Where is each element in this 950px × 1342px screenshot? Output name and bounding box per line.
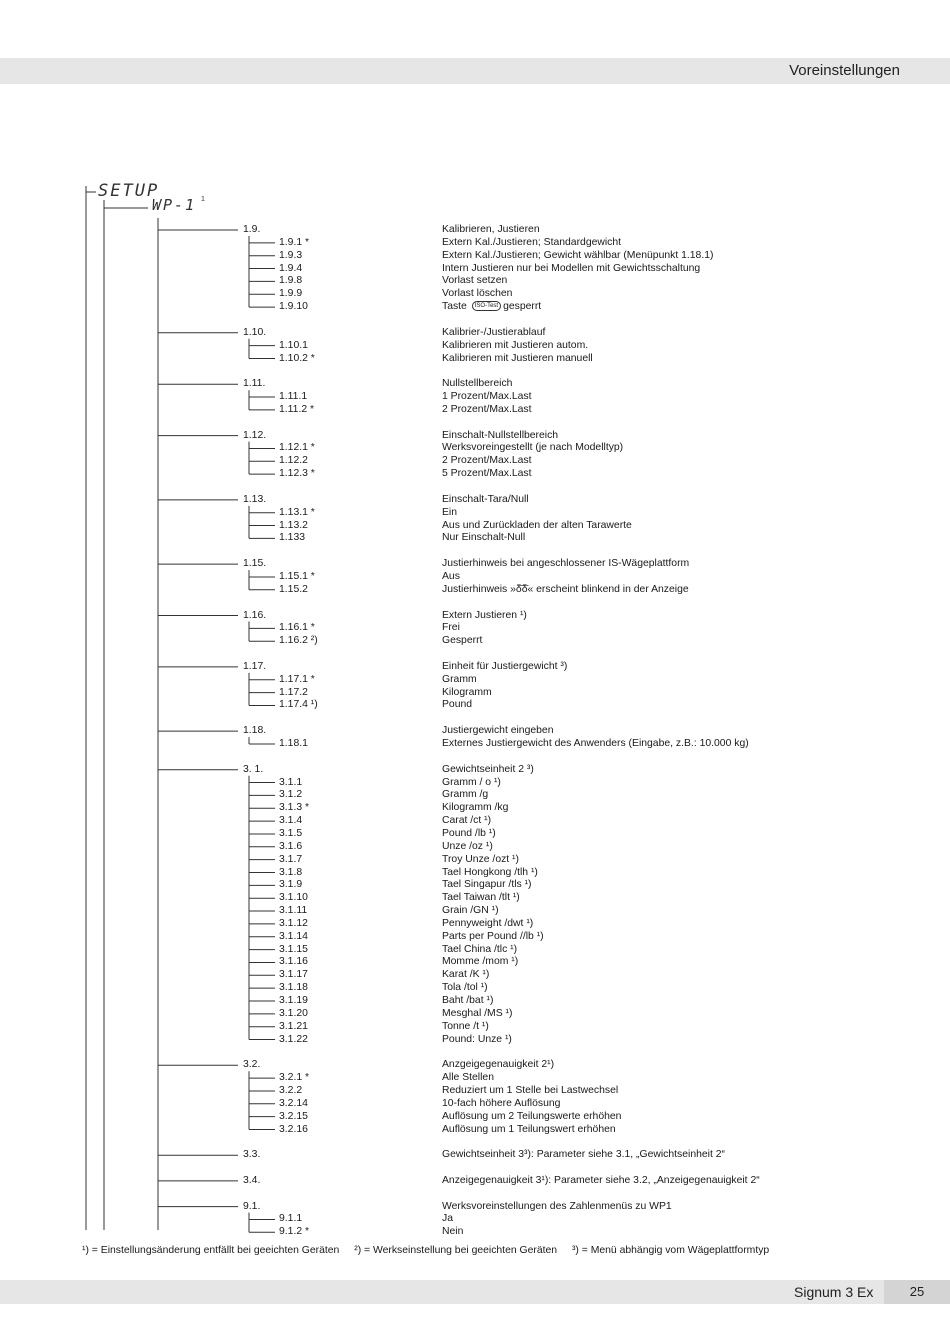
submenu-item-code: 3.2.15 bbox=[279, 1110, 308, 1122]
submenu-item-code: 1.9.8 bbox=[279, 275, 303, 287]
submenu-item-code: 1.10.2 * bbox=[279, 352, 315, 364]
submenu-item-description: Parts per Pound //lb ¹) bbox=[442, 930, 544, 942]
submenu-item-code: 3.2.2 bbox=[279, 1084, 303, 1096]
submenu-item-code: 3.1.5 bbox=[279, 827, 303, 839]
submenu-item-code: 3.1.21 bbox=[279, 1020, 308, 1032]
menu-item-code: 1.18. bbox=[243, 725, 267, 737]
submenu-item-description: Externes Justiergewicht des Anwenders (Eingabe, z.B.: 10.000 kg) bbox=[442, 738, 749, 749]
submenu-item-description: Tola /tol ¹) bbox=[442, 982, 488, 994]
menu-item-code: 1.17. bbox=[243, 660, 267, 672]
menu-item-code: 3.4. bbox=[243, 1174, 261, 1186]
submenu-item-description: 10-fach höhere Auflösung bbox=[442, 1097, 561, 1109]
submenu-item-description: Auflösung um 1 Teilungswert erhöhen bbox=[442, 1123, 616, 1135]
submenu-item-description: Kilogramm /kg bbox=[442, 802, 509, 814]
submenu-item-code: 3.1.10 bbox=[279, 892, 308, 904]
menu-item-code: 1.9. bbox=[243, 224, 261, 235]
submenu-item-code: 3.1.4 bbox=[279, 815, 303, 827]
submenu-item-description: Karat /K ¹) bbox=[442, 969, 490, 981]
submenu-item-description: Pennyweight /dwt ¹) bbox=[442, 917, 534, 929]
menu-item-description: Extern Justieren ¹) bbox=[442, 609, 527, 621]
submenu-item-code: 1.9.1 * bbox=[279, 236, 310, 248]
submenu-item-description: Reduziert um 1 Stelle bei Lastwechsel bbox=[442, 1084, 619, 1096]
submenu-item-description: Troy Unze /ozt ¹) bbox=[442, 853, 519, 865]
footnotes bbox=[82, 1245, 781, 1256]
menu-item-description: Kalibrier-/Justierablauf bbox=[442, 326, 546, 338]
submenu-item-description-suffix: gesperrt bbox=[503, 301, 542, 313]
submenu-item-description: Tonne /t ¹) bbox=[442, 1020, 489, 1032]
submenu-item-code: 1.9.10 bbox=[279, 301, 308, 313]
submenu-item-description: 5 Prozent/Max.Last bbox=[442, 468, 532, 480]
submenu-item-code: 3.1.16 bbox=[279, 956, 308, 968]
submenu-item-code: 1.18.1 bbox=[279, 738, 308, 749]
wp1-footnote-marker: 1 bbox=[201, 196, 205, 203]
setup-display-label: SETUP bbox=[98, 181, 160, 201]
menu-item-description: Kalibrieren, Justieren bbox=[442, 224, 540, 235]
menu-item-code: 1.13. bbox=[243, 493, 267, 505]
submenu-item-code: 1.13.1 * bbox=[279, 506, 315, 518]
submenu-item-description: Alle Stellen bbox=[442, 1072, 494, 1084]
submenu-item-code: 3.1.14 bbox=[279, 930, 308, 942]
submenu-item-description: Kilogramm bbox=[442, 686, 492, 698]
submenu-item-description: Gramm bbox=[442, 673, 477, 685]
menu-item-description: Einschalt-Nullstellbereich bbox=[442, 429, 559, 441]
submenu-item-description: Pound bbox=[442, 699, 473, 711]
submenu-item-code: 3.1.9 bbox=[279, 879, 303, 891]
footnote-2: ²) = Werkseinstellung bei geeichten Geräten bbox=[354, 1245, 558, 1256]
submenu-item-code: 3.2.14 bbox=[279, 1097, 308, 1109]
submenu-item-code: 3.1.1 bbox=[279, 776, 303, 788]
submenu-item-description: Taste ISO-Test gesperrt bbox=[442, 301, 542, 313]
submenu-item-code: 1.16.2 ²) bbox=[279, 635, 318, 647]
menu-item-description: Anzeigegenauigkeit 3¹): Parameter siehe 3.2, „Anzeigegenauigkeit 2“ bbox=[442, 1174, 760, 1186]
menu-item-code: 1.12. bbox=[243, 429, 267, 441]
menu-item-description: Einheit für Justiergewicht ³) bbox=[442, 660, 568, 672]
submenu-item-code: 3.2.16 bbox=[279, 1123, 308, 1135]
submenu-item-code: 3.1.17 bbox=[279, 969, 308, 981]
submenu-item-description: Vorlast löschen bbox=[442, 288, 513, 300]
submenu-item-description: Frei bbox=[442, 622, 460, 634]
menu-item-code: 9.1. bbox=[243, 1200, 261, 1212]
submenu-item-description: Tael Hongkong /tlh ¹) bbox=[442, 866, 538, 878]
submenu-item-description: Tael Taiwan /tlt ¹) bbox=[442, 892, 520, 904]
submenu-item-description: Vorlast setzen bbox=[442, 275, 508, 287]
page-number: 25 bbox=[884, 1280, 950, 1304]
submenu-item-code: 3.2.1 * bbox=[279, 1072, 310, 1084]
menu-item-description: Nullstellbereich bbox=[442, 378, 513, 390]
submenu-item-description: Intern Justieren nur bei Modellen mit Gewichtsschaltung bbox=[442, 262, 701, 274]
submenu-item-code: 1.12.2 bbox=[279, 455, 308, 467]
submenu-item-description: Pound /lb ¹) bbox=[442, 827, 496, 839]
submenu-item-description: Tael China /tlc ¹) bbox=[442, 943, 518, 955]
menu-item-description: Justierhinweis bei angeschlossener IS-Wägeplattform bbox=[442, 558, 690, 570]
submenu-item-description: Gesperrt bbox=[442, 635, 483, 647]
footnote-1: ¹) = Einstellungsänderung entfällt bei geeichten Geräten bbox=[82, 1245, 340, 1256]
menu-item-description: Einschalt-Tara/Null bbox=[442, 493, 529, 505]
menu-item-code: 3.2. bbox=[243, 1059, 261, 1071]
submenu-item-description: Pound: Unze ¹) bbox=[442, 1033, 512, 1045]
submenu-item-code: 3.1.2 bbox=[279, 789, 303, 801]
submenu-item-description: Auflösung um 2 Teilungswerte erhöhen bbox=[442, 1110, 622, 1122]
submenu-item-code: 1.9.3 bbox=[279, 249, 303, 261]
submenu-item-description: Extern Kal./Justieren; Gewicht wählbar (Menüpunkt 1.18.1) bbox=[442, 249, 714, 261]
submenu-item-description: Nein bbox=[442, 1226, 464, 1238]
menu-item-code: 1.16. bbox=[243, 609, 267, 621]
submenu-item-code: 3.1.3 * bbox=[279, 802, 310, 814]
submenu-item-description: Gramm / o ¹) bbox=[442, 776, 501, 788]
submenu-item-code: 1.12.1 * bbox=[279, 442, 315, 454]
submenu-item-description: 1 Prozent/Max.Last bbox=[442, 391, 532, 403]
submenu-item-code: 3.1.22 bbox=[279, 1033, 308, 1045]
page-section-title: Voreinstellungen bbox=[789, 62, 900, 79]
submenu-item-code: 1.17.1 * bbox=[279, 673, 315, 685]
submenu-item-code: 9.1.2 * bbox=[279, 1226, 310, 1238]
submenu-item-code: 3.1.18 bbox=[279, 982, 308, 994]
menu-item-code: 1.15. bbox=[243, 558, 267, 570]
menu-item-description: Gewichtseinheit 3³): Parameter siehe 3.1, „Gewichtseinheit 2“ bbox=[442, 1149, 725, 1161]
submenu-item-description: Ein bbox=[442, 506, 458, 518]
submenu-item-code: 1.133 bbox=[279, 532, 306, 544]
menu-item-code: 3. 1. bbox=[243, 763, 264, 775]
submenu-item-code: 3.1.6 bbox=[279, 840, 303, 852]
menu-item-description: Gewichtseinheit 2 ³) bbox=[442, 763, 534, 775]
menu-item-description: Anzgeigegenauigkeit 2¹) bbox=[442, 1059, 555, 1071]
submenu-item-description: Grain /GN ¹) bbox=[442, 905, 499, 917]
menu-item-code: 1.10. bbox=[243, 326, 267, 338]
menu-item-code: 1.11. bbox=[243, 378, 266, 390]
submenu-item-code: 3.1.7 bbox=[279, 853, 303, 865]
submenu-item-code: 1.11.2 * bbox=[279, 403, 315, 415]
submenu-item-code: 1.15.2 bbox=[279, 583, 308, 595]
submenu-item-code: 1.15.1 * bbox=[279, 570, 315, 582]
menu-item-description: Werksvoreinstellungen des Zahlenmenüs zu WP1 bbox=[442, 1200, 672, 1212]
submenu-item-description: Tael Singapur /tls ¹) bbox=[442, 879, 532, 891]
submenu-item-description: Mesghal /MS ¹) bbox=[442, 1007, 513, 1019]
submenu-item-description: Ja bbox=[442, 1213, 453, 1225]
submenu-item-description: Carat /ct ¹) bbox=[442, 815, 492, 827]
submenu-item-description: Gramm /g bbox=[442, 789, 489, 801]
submenu-item-description: Aus bbox=[442, 570, 460, 582]
submenu-item-code: 1.17.4 ¹) bbox=[279, 699, 318, 711]
submenu-item-code: 1.16.1 * bbox=[279, 622, 315, 634]
submenu-item-code: 1.17.2 bbox=[279, 686, 308, 698]
submenu-item-code: 1.12.3 * bbox=[279, 468, 315, 480]
submenu-item-description: Werksvoreingestellt (je nach Modelltyp) bbox=[442, 442, 624, 454]
submenu-item-description: Kalibrieren mit Justieren autom. bbox=[442, 339, 589, 351]
submenu-item-code: 1.11.1 bbox=[279, 391, 308, 403]
submenu-item-description: 2 Prozent/Max.Last bbox=[442, 455, 532, 467]
iso-test-key-icon: ISO-Test bbox=[472, 301, 501, 311]
submenu-item-code: 1.9.4 bbox=[279, 262, 303, 274]
submenu-item-description: Extern Kal./Justieren; Standardgewicht bbox=[442, 236, 622, 248]
submenu-item-code: 3.1.12 bbox=[279, 917, 308, 929]
footnote-3: ³) = Menü abhängig vom Wägeplattformtyp bbox=[571, 1245, 770, 1256]
submenu-item-description: Aus und Zurückladen der alten Tarawerte bbox=[442, 519, 632, 531]
submenu-item-description: Momme /mom ¹) bbox=[442, 956, 519, 968]
submenu-item-description: Baht /bat ¹) bbox=[442, 995, 494, 1006]
submenu-item-code: 1.10.1 bbox=[279, 339, 308, 351]
footer-document-title: Signum 3 Ex bbox=[794, 1284, 874, 1300]
menu-item-description: Justiergewicht eingeben bbox=[442, 725, 554, 737]
submenu-item-code: 1.13.2 bbox=[279, 519, 308, 531]
submenu-item-code: 9.1.1 bbox=[279, 1213, 303, 1225]
submenu-item-code: 3.1.15 bbox=[279, 943, 308, 955]
submenu-item-description: Kalibrieren mit Justieren manuell bbox=[442, 352, 593, 364]
submenu-item-code: 3.1.11 bbox=[279, 905, 308, 917]
submenu-item-description: Unze /oz ¹) bbox=[442, 840, 493, 852]
submenu-item-code: 3.1.20 bbox=[279, 1007, 308, 1019]
submenu-item-code: 1.9.9 bbox=[279, 288, 303, 300]
submenu-item-description: Justierhinweis »δ͞δ« erscheint blinkend in der Anzeige bbox=[442, 583, 689, 595]
wp1-display-label: WP-1 bbox=[152, 196, 197, 214]
submenu-item-code: 3.1.8 bbox=[279, 866, 303, 878]
submenu-item-code: 3.1.19 bbox=[279, 995, 308, 1006]
menu-item-code: 3.3. bbox=[243, 1149, 261, 1161]
submenu-item-description: Nur Einschalt-Null bbox=[442, 532, 526, 544]
submenu-item-description: 2 Prozent/Max.Last bbox=[442, 403, 532, 415]
